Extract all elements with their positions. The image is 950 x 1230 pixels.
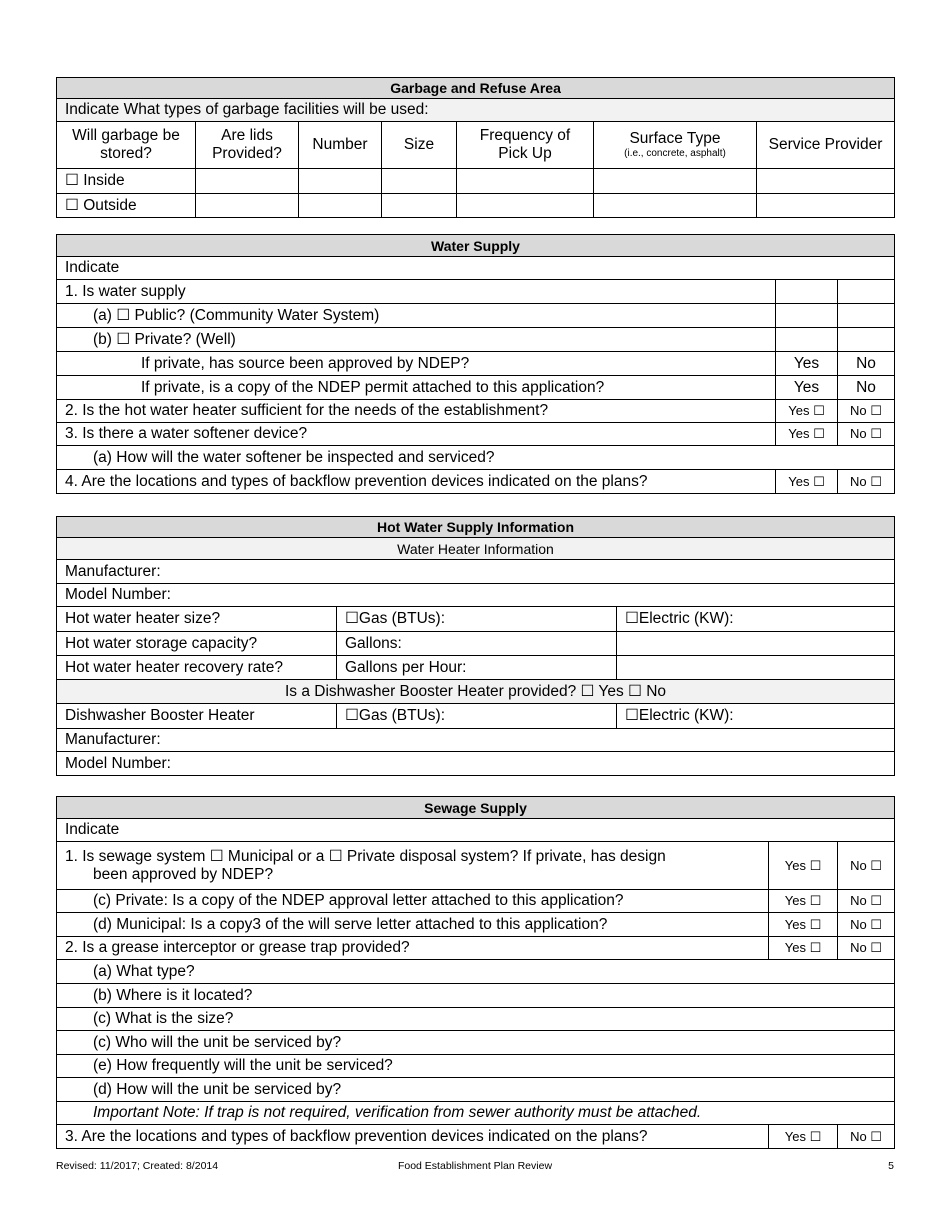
- sewage-design-yes-checkbox[interactable]: Yes ☐: [769, 842, 838, 890]
- heater-size-label: Hot water heater size?: [57, 607, 337, 632]
- water-q1-no-cell[interactable]: [838, 280, 895, 304]
- garbage-subtitle: Indicate What types of garbage facilities will be used:: [57, 99, 895, 122]
- backflow-water-no-checkbox[interactable]: No ☐: [838, 470, 895, 494]
- ndep-approved-no[interactable]: No: [838, 352, 895, 376]
- recovery-empty-cell[interactable]: [617, 656, 895, 680]
- hot-water-subtitle: Water Heater Information: [57, 538, 895, 560]
- sewage-q3: 3. Are the locations and types of backflow prevention devices indicated on the plans?: [57, 1125, 769, 1149]
- gallons-field[interactable]: Gallons:: [337, 632, 617, 656]
- hot-water-title: Hot Water Supply Information: [57, 517, 895, 538]
- grease-type-field[interactable]: (a) What type?: [57, 960, 895, 984]
- water-q1d: If private, is a copy of the NDEP permit attached to this application?: [57, 376, 776, 400]
- ndep-letter-yes-checkbox[interactable]: Yes ☐: [769, 890, 838, 913]
- sewage-q1c: (c) Private: Is a copy of the NDEP approval letter attached to this application?: [57, 890, 769, 913]
- header-number: Number: [299, 122, 382, 169]
- outside-frequency-cell[interactable]: [457, 194, 594, 218]
- footer-revised: Revised: 11/2017; Created: 8/2014: [56, 1160, 219, 1172]
- important-note: Important Note: If trap is not required, verification from sewer authority must be attached.: [57, 1102, 895, 1125]
- ndep-permit-no[interactable]: No: [838, 376, 895, 400]
- water-q3a[interactable]: (a) How will the water softener be inspected and serviced?: [57, 446, 895, 470]
- sewage-q1: [57, 842, 769, 890]
- grease-service-method-field[interactable]: (d) How will the unit be serviced by?: [57, 1078, 895, 1102]
- inside-checkbox[interactable]: ☐ Inside: [57, 169, 196, 194]
- grease-location-field[interactable]: (b) Where is it located?: [57, 984, 895, 1008]
- booster-manufacturer-field[interactable]: Manufacturer:: [57, 729, 895, 752]
- sewage-title: Sewage Supply: [57, 797, 895, 819]
- backflow-sewage-yes-checkbox[interactable]: Yes ☐: [769, 1125, 838, 1149]
- gallons-per-hour-field[interactable]: Gallons per Hour:: [337, 656, 617, 680]
- heater-sufficient-no-checkbox[interactable]: No ☐: [838, 400, 895, 423]
- booster-electric-checkbox[interactable]: ☐Electric (KW):: [617, 704, 895, 729]
- manufacturer-field[interactable]: Manufacturer:: [57, 560, 895, 584]
- inside-number-cell[interactable]: [299, 169, 382, 194]
- will-serve-yes-checkbox[interactable]: Yes ☐: [769, 913, 838, 937]
- water-q1a-no-cell[interactable]: [838, 304, 895, 328]
- sewage-q1-line1[interactable]: 1. Is sewage system ☐ Municipal or a ☐ Private disposal system? If private, has design: [65, 847, 666, 865]
- header-lids: Are lids Provided?: [196, 122, 299, 169]
- model-number-field[interactable]: Model Number:: [57, 584, 895, 607]
- inside-provider-cell[interactable]: [757, 169, 895, 194]
- water-supply-table: [56, 234, 895, 494]
- storage-capacity-label: Hot water storage capacity?: [57, 632, 337, 656]
- header-surface-label: Surface Type: [629, 130, 721, 147]
- outside-lids-cell[interactable]: [196, 194, 299, 218]
- sewage-indicate-label: Indicate: [57, 819, 895, 842]
- water-q1a-yes-cell[interactable]: [776, 304, 838, 328]
- sewage-q1d: (d) Municipal: Is a copy3 of the will serve letter attached to this application?: [57, 913, 769, 937]
- outside-number-cell[interactable]: [299, 194, 382, 218]
- heater-gas-checkbox[interactable]: ☐Gas (BTUs):: [337, 607, 617, 632]
- outside-provider-cell[interactable]: [757, 194, 895, 218]
- inside-size-cell[interactable]: [382, 169, 457, 194]
- grease-trap-yes-checkbox[interactable]: Yes ☐: [769, 937, 838, 960]
- booster-model-number-field[interactable]: Model Number:: [57, 752, 895, 776]
- backflow-sewage-no-checkbox[interactable]: No ☐: [838, 1125, 895, 1149]
- heater-electric-checkbox[interactable]: ☐Electric (KW):: [617, 607, 895, 632]
- inside-lids-cell[interactable]: [196, 169, 299, 194]
- water-q2: 2. Is the hot water heater sufficient for the needs of the establishment?: [57, 400, 776, 423]
- hot-water-table: [56, 516, 895, 776]
- outside-checkbox[interactable]: ☐ Outside: [57, 194, 196, 218]
- grease-trap-no-checkbox[interactable]: No ☐: [838, 937, 895, 960]
- footer-title: Food Establishment Plan Review: [397, 1160, 553, 1172]
- heater-sufficient-yes-checkbox[interactable]: Yes ☐: [776, 400, 838, 423]
- outside-surface-cell[interactable]: [594, 194, 757, 218]
- header-surface-note: (i.e., concrete, asphalt): [624, 148, 726, 159]
- grease-serviced-by-field[interactable]: (c) Who will the unit be serviced by?: [57, 1031, 895, 1055]
- grease-size-field[interactable]: (c) What is the size?: [57, 1008, 895, 1031]
- booster-gas-checkbox[interactable]: ☐Gas (BTUs):: [337, 704, 617, 729]
- backflow-water-yes-checkbox[interactable]: Yes ☐: [776, 470, 838, 494]
- private-well-checkbox[interactable]: (b) ☐ Private? (Well): [57, 328, 776, 352]
- header-frequency: Frequency of Pick Up: [457, 122, 594, 169]
- water-q1b-yes-cell[interactable]: [776, 328, 838, 352]
- sewage-design-no-checkbox[interactable]: No ☐: [838, 842, 895, 890]
- inside-surface-cell[interactable]: [594, 169, 757, 194]
- sewage-table: [56, 796, 895, 1149]
- sewage-q1-line2: been approved by NDEP?: [93, 865, 274, 883]
- water-q1-yes-cell[interactable]: [776, 280, 838, 304]
- header-provider: Service Provider: [757, 122, 895, 169]
- water-q1: 1. Is water supply: [57, 280, 776, 304]
- water-supply-title: Water Supply: [57, 235, 895, 257]
- inside-frequency-cell[interactable]: [457, 169, 594, 194]
- booster-heater-label: Dishwasher Booster Heater: [57, 704, 337, 729]
- storage-empty-cell[interactable]: [617, 632, 895, 656]
- page-number: 5: [888, 1160, 894, 1172]
- ndep-letter-no-checkbox[interactable]: No ☐: [838, 890, 895, 913]
- water-q4: 4. Are the locations and types of backflow prevention devices indicated on the plans?: [57, 470, 776, 494]
- outside-size-cell[interactable]: [382, 194, 457, 218]
- water-q1b-no-cell[interactable]: [838, 328, 895, 352]
- water-q1c: If private, has source been approved by NDEP?: [57, 352, 776, 376]
- header-surface: [594, 122, 757, 169]
- garbage-title: Garbage and Refuse Area: [57, 78, 895, 99]
- water-q3: 3. Is there a water softener device?: [57, 423, 776, 446]
- recovery-rate-label: Hot water heater recovery rate?: [57, 656, 337, 680]
- softener-yes-checkbox[interactable]: Yes ☐: [776, 423, 838, 446]
- header-stored: Will garbage be stored?: [57, 122, 196, 169]
- grease-frequency-field[interactable]: (e) How frequently will the unit be serviced?: [57, 1055, 895, 1078]
- public-water-checkbox[interactable]: (a) ☐ Public? (Community Water System): [57, 304, 776, 328]
- water-indicate-label: Indicate: [57, 257, 895, 280]
- header-size: Size: [382, 122, 457, 169]
- garbage-table: [56, 77, 895, 218]
- softener-no-checkbox[interactable]: No ☐: [838, 423, 895, 446]
- sewage-q2: 2. Is a grease interceptor or grease trap provided?: [57, 937, 769, 960]
- booster-heater-question[interactable]: Is a Dishwasher Booster Heater provided? ☐ Yes ☐ No: [57, 680, 895, 704]
- ndep-permit-yes[interactable]: Yes: [776, 376, 838, 400]
- ndep-approved-yes[interactable]: Yes: [776, 352, 838, 376]
- will-serve-no-checkbox[interactable]: No ☐: [838, 913, 895, 937]
